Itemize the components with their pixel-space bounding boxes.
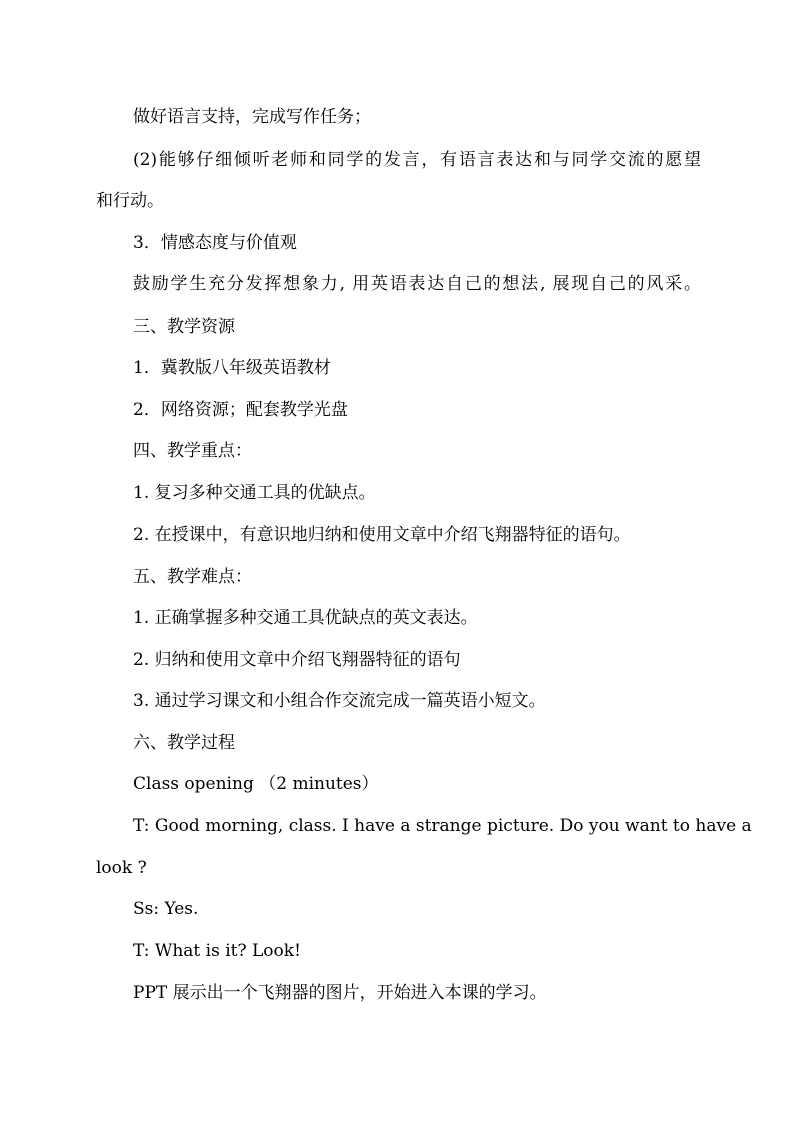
text-line: 和行动。 [96, 191, 164, 211]
text-line: T: What is it? Look! [133, 941, 301, 961]
section-heading: 五、教学难点： [133, 567, 252, 587]
text-line: 做好语言支持，完成写作任务； [133, 107, 371, 127]
list-item: 2. 在授课中，有意识地归纳和使用文章中介绍飞翔器特征的语句。 [133, 525, 631, 545]
list-item: 2．网络资源；配套教学光盘 [133, 400, 348, 420]
list-item: 1. 正确掌握多种交通工具优缺点的英文表达。 [133, 608, 478, 628]
section-heading: 六、教学过程 [133, 733, 235, 753]
text-line: Ss: Yes. [133, 899, 199, 919]
section-heading: 四、教学重点： [133, 441, 252, 461]
text-line: 鼓励学生充分发挥想象力, 用英语表达自己的想法, 展现自己的风采。 [133, 274, 701, 294]
text-line: PPT 展示出一个飞翔器的图片，开始进入本课的学习。 [133, 983, 547, 1003]
list-item: 1. 复习多种交通工具的优缺点。 [133, 483, 376, 503]
text-line: T: Good morning, class. I have a strange picture. Do you want to have a [133, 816, 752, 836]
list-item: 1．冀教版八年级英语教材 [133, 358, 331, 378]
text-line: look ? [96, 858, 147, 878]
section-heading: 三、教学资源 [133, 317, 235, 337]
list-item: 3. 通过学习课文和小组合作交流完成一篇英语小短文。 [133, 691, 546, 711]
section-heading: 3．情感态度与价值观 [133, 233, 297, 253]
text-line: Class opening （2 minutes） [133, 774, 379, 794]
list-item: 2. 归纳和使用文章中介绍飞翔器特征的语句 [133, 650, 461, 670]
text-line: (2)能够仔细倾听老师和同学的发言，有语言表达和与同学交流的愿望 [133, 150, 701, 170]
